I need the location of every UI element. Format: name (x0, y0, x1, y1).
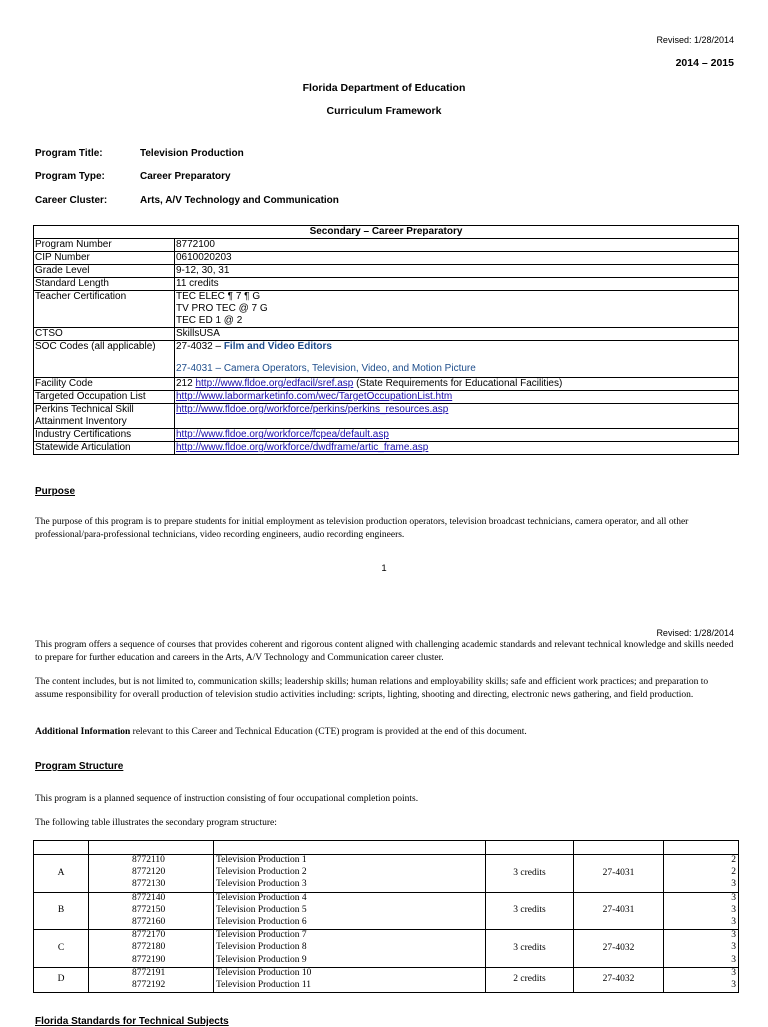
course-number: 8772170 (132, 930, 166, 941)
sequence-paragraph: This program offers a sequence of courses that provides coherent and rigorous content aligned with challenging academic standards and relevant technical knowledge and skills needed to prepare for further education and careers in the Arts, A/V Technology and Communication career cluster. (35, 640, 734, 663)
level-cell (664, 892, 739, 930)
level-cell (664, 930, 739, 968)
level: 3 (731, 930, 736, 941)
length-value: 11 credits (175, 278, 739, 291)
department-title: Florida Department of Education (302, 82, 466, 94)
ctso-value: SkillsUSA (175, 328, 739, 341)
page-number: 1 (381, 563, 387, 574)
table-heading: Secondary – Career Preparatory (34, 226, 739, 239)
course-title: Television Production 6 (216, 916, 307, 927)
course-number: 8772140 (132, 892, 166, 903)
school-year: 2014 – 2015 (675, 57, 734, 69)
level: 3 (731, 954, 736, 965)
course-title: Television Production 5 (216, 904, 307, 915)
ocp-cell: D (34, 967, 89, 992)
cert-line: TEC ED 1 @ 2 (176, 315, 243, 326)
level: 2 (731, 867, 736, 878)
program-info-table (33, 225, 739, 455)
purpose-heading: Purpose (35, 486, 76, 497)
header-cell (34, 841, 89, 855)
course-number: 8772110 (132, 855, 165, 865)
teacher-cert-value (175, 291, 739, 328)
industry-label: Industry Certifications (34, 429, 175, 442)
tol-link[interactable]: http://www.labormarketinfo.com/wec/TargetOccupationList.htm (176, 391, 453, 402)
soc-cell: 27-4031 (574, 855, 664, 893)
additional-info-paragraph (35, 726, 735, 739)
level: 3 (731, 904, 736, 915)
course-number: 8772192 (132, 979, 166, 990)
program-title-label: Program Title: (35, 148, 103, 159)
course-title: Television Production 11 (216, 979, 312, 990)
course-title: Television Production 2 (216, 867, 307, 878)
credits-cell: 3 credits (486, 892, 574, 930)
course-titles (214, 967, 486, 992)
level: 3 (731, 979, 736, 990)
ocp-cell: C (34, 930, 89, 968)
table-row (34, 892, 739, 930)
header-cell (486, 841, 574, 855)
program-structure-table (33, 840, 739, 993)
additional-info-bold: Additional Information (35, 727, 131, 737)
level: 3 (731, 967, 736, 978)
facility-value (175, 378, 739, 391)
level: 3 (731, 892, 736, 903)
facility-code: 212 (176, 378, 196, 389)
credits-cell: 3 credits (486, 855, 574, 893)
articulation-link[interactable]: http://www.fldoe.org/workforce/dwdframe/artic_frame.asp (176, 442, 429, 453)
course-numbers (89, 855, 214, 893)
course-number: 8772191 (132, 967, 166, 978)
soc-code-1: 27-4032 – (176, 341, 224, 352)
perkins-label-line: Attainment Inventory (35, 416, 127, 427)
soc-label: SOC Codes (all applicable) (34, 341, 175, 378)
soc-name-1[interactable]: Film and Video Editors (223, 341, 332, 352)
program-structure-heading: Program Structure (35, 761, 124, 772)
articulation-label: Statewide Articulation (34, 442, 175, 455)
header-cell (89, 841, 214, 855)
level-cell (664, 855, 739, 893)
credits-cell: 2 credits (486, 967, 574, 992)
ctso-label: CTSO (34, 328, 175, 341)
course-title: Television Production 9 (216, 954, 307, 965)
header-cell (214, 841, 486, 855)
level: 3 (731, 916, 736, 927)
length-label: Standard Length (34, 278, 175, 291)
grade-value: 9-12, 30, 31 (175, 265, 739, 278)
program-number-label: Program Number (34, 239, 175, 252)
revised-date: Revised: 1/28/2014 (656, 35, 734, 45)
structure-paragraph-1: This program is a planned sequence of instruction consisting of four occupational completion points. (35, 794, 419, 804)
course-title: Television Production 8 (216, 942, 307, 953)
course-numbers (89, 930, 214, 968)
course-number: 8772150 (132, 904, 166, 915)
course-number: 8772160 (132, 916, 166, 927)
soc-value (175, 341, 739, 378)
program-title-value: Television Production (140, 148, 244, 159)
framework-title: Curriculum Framework (326, 105, 442, 117)
course-numbers (89, 967, 214, 992)
teacher-cert-label: Teacher Certification (34, 291, 175, 328)
facility-label: Facility Code (34, 378, 175, 391)
soc-cell: 27-4032 (574, 930, 664, 968)
level: 2 (731, 855, 736, 865)
table-row (34, 930, 739, 968)
structure-paragraph-2: The following table illustrates the secondary program structure: (35, 818, 277, 828)
facility-link[interactable]: http://www.fldoe.org/edfacil/sref.asp (195, 378, 354, 389)
course-title: Television Production 3 (216, 879, 307, 890)
industry-link[interactable]: http://www.fldoe.org/workforce/fcpea/default.asp (176, 429, 389, 440)
cip-value: 0610020203 (175, 252, 739, 265)
course-title: Television Production 10 (216, 967, 312, 978)
cert-line: TEC ELEC ¶ 7 ¶ G (176, 291, 261, 302)
course-number: 8772180 (132, 942, 166, 953)
course-numbers (89, 892, 214, 930)
level: 3 (731, 879, 736, 890)
program-type-label: Program Type: (35, 171, 105, 182)
tol-label: Targeted Occupation List (34, 391, 175, 404)
course-titles (214, 855, 486, 893)
course-title: Television Production 4 (216, 892, 307, 903)
header-cell (664, 841, 739, 855)
table-row (34, 967, 739, 992)
purpose-paragraph: The purpose of this program is to prepare students for initial employment as television production operators, television broadcast technicians, camera operator, and all other professional/para-professional technicians, video recording engineers, audio recording engineers. (35, 517, 689, 540)
career-cluster-label: Career Cluster: (35, 195, 108, 206)
facility-note: (State Requirements for Educational Facilities) (353, 378, 563, 389)
course-titles (214, 892, 486, 930)
course-titles (214, 930, 486, 968)
soc-line-2[interactable]: 27-4031 – Camera Operators, Television, Video, and Motion Picture (176, 363, 476, 374)
cert-line: TV PRO TEC @ 7 G (176, 303, 268, 314)
ocp-cell: B (34, 892, 89, 930)
header-cell (574, 841, 664, 855)
credits-cell: 3 credits (486, 930, 574, 968)
perkins-link[interactable]: http://www.fldoe.org/workforce/perkins/perkins_resources.asp (176, 404, 449, 415)
soc-cell: 27-4031 (574, 892, 664, 930)
table-row (34, 855, 739, 893)
revised-date-page2: Revised: 1/28/2014 (656, 628, 734, 638)
course-number: 8772120 (132, 867, 166, 878)
perkins-label-line: Perkins Technical Skill (35, 404, 134, 415)
additional-info-text: relevant to this Career and Technical Education (CTE) program is provided at the end of this document. (130, 727, 527, 737)
program-number-value: 8772100 (175, 239, 739, 252)
level-cell (664, 967, 739, 992)
program-type-value: Career Preparatory (140, 171, 231, 182)
course-title: Television Production 1 (216, 855, 307, 865)
soc-cell: 27-4032 (574, 967, 664, 992)
course-title: Television Production 7 (216, 930, 307, 941)
cip-label: CIP Number (34, 252, 175, 265)
perkins-label (34, 404, 175, 429)
grade-label: Grade Level (34, 265, 175, 278)
course-number: 8772130 (132, 879, 166, 890)
level: 3 (731, 942, 736, 953)
content-paragraph: The content includes, but is not limited to, communication skills; leadership skills; human relations and employability skills; safe and efficient work practices; and preparation to assume responsibility for overall production of television studio activities including: scripts, lighting, shooting and directing, electronic news gathering, and field production. (35, 677, 709, 700)
career-cluster-value: Arts, A/V Technology and Communication (140, 195, 339, 206)
standards-heading: Florida Standards for Technical Subjects (35, 1016, 229, 1027)
course-number: 8772190 (132, 954, 166, 965)
ocp-cell: A (34, 855, 89, 893)
